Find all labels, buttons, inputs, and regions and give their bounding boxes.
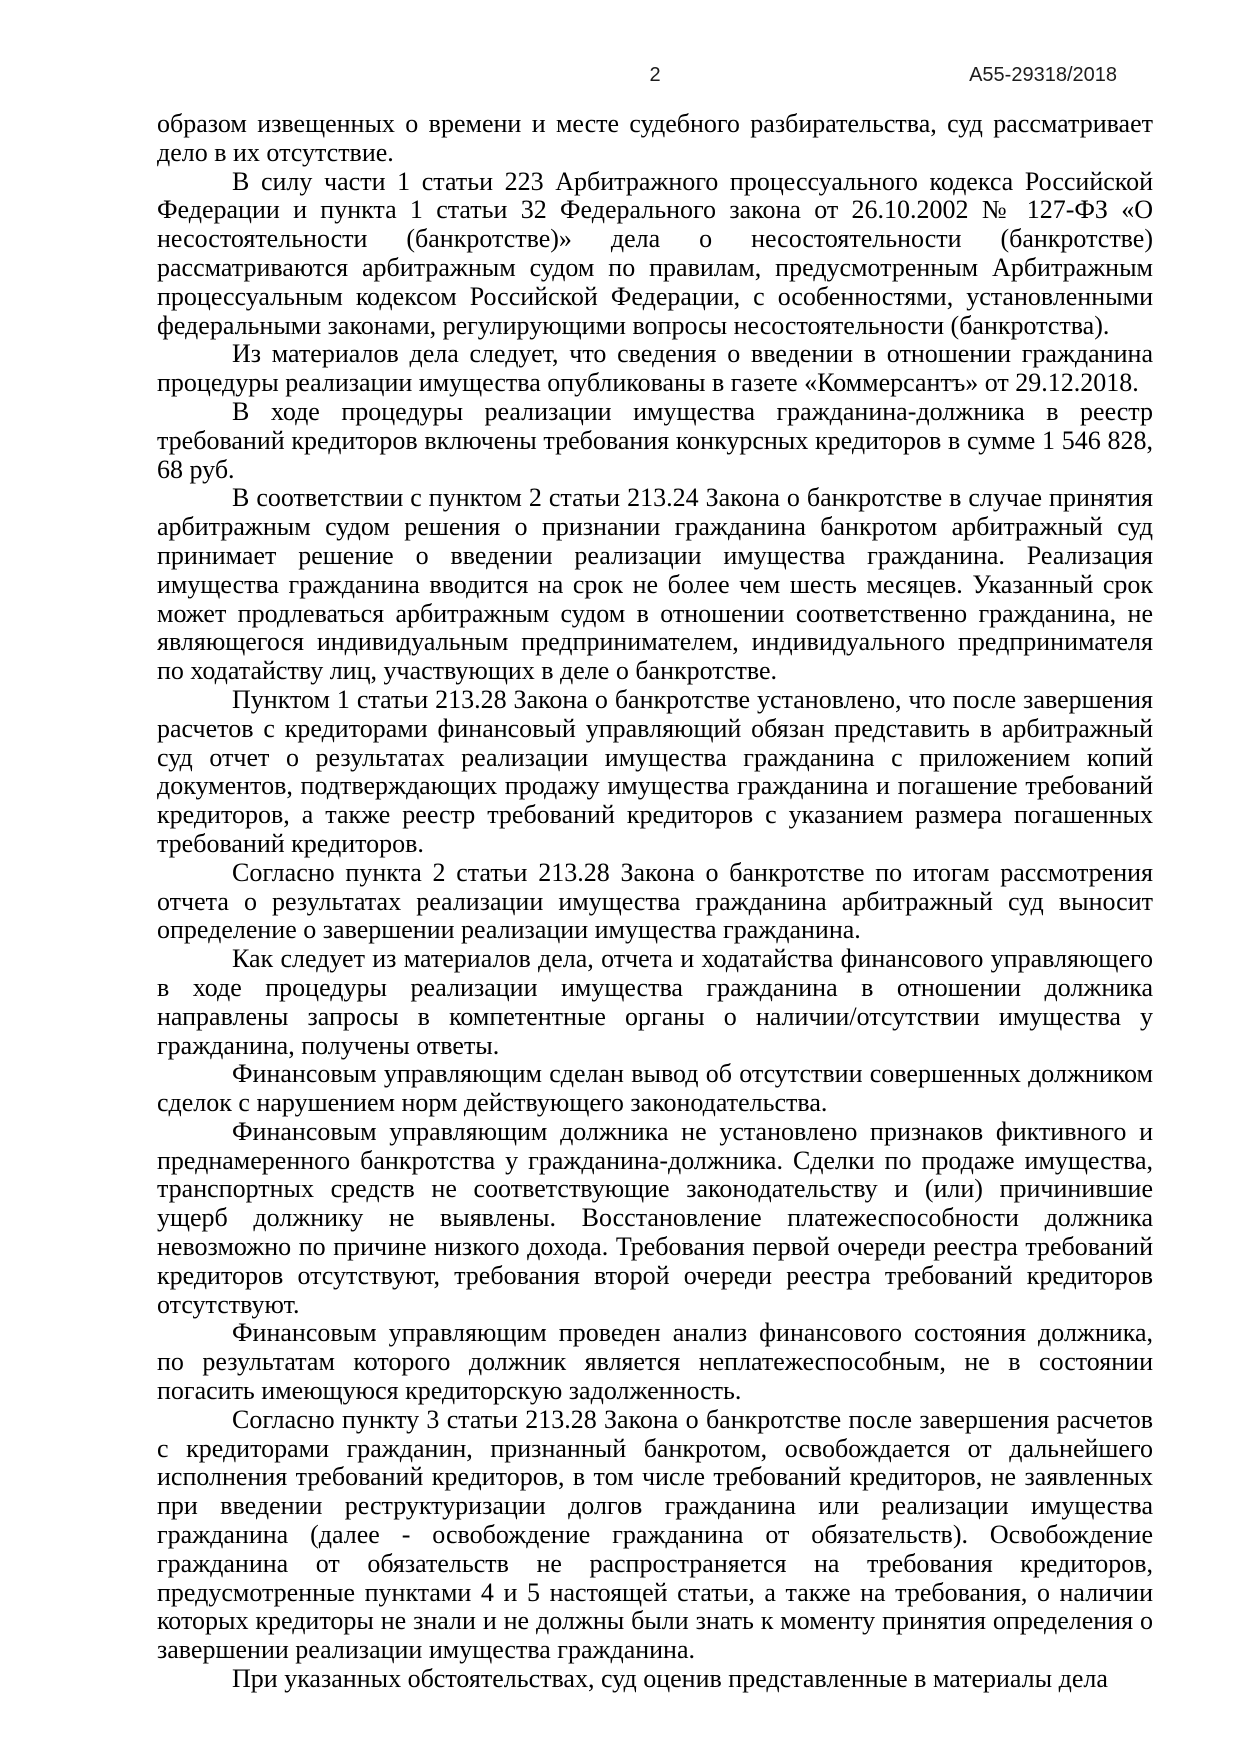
paragraph: В силу части 1 статьи 223 Арбитражного процессуального кодекса Российской Федерации и пункта 1 статьи 32 Федерального закона от 26.10.2002 № 127-ФЗ «О несостоятельности (банкротстве)» дела о несостоятельности (банкротстве) рассматриваются арбитражным судом по правилам, предусмотренным Арбитражным процессуальным кодексом Российской Федерации, с особенностями, установленными федеральными законами, регулирующими вопросы несостоятельности (банкротства). <box>157 166 1153 340</box>
paragraph: Пунктом 1 статьи 213.28 Закона о банкротстве установлено, что после завершения расчетов с кредиторами финансовый управляющий обязан представить в арбитражный суд отчет о результатах реализации имущества гражданина с приложением копий документов, подтверждающих продажу имущества гражданина и погашение требований кредиторов, а также реестр требований кредиторов с указанием размера погашенных требований кредиторов. <box>157 684 1153 858</box>
paragraph: Из материалов дела следует, что сведения о введении в отношении гражданина процедуры реализации имущества опубликованы в газете «Коммерсантъ» от 29.12.2018. <box>157 339 1153 398</box>
case-number: А55-29318/2018 <box>969 64 1117 86</box>
paragraph: Согласно пункта 2 статьи 213.28 Закона о банкротстве по итогам рассмотрения отчета о результатах реализации имущества гражданина арбитражный суд выносит определение о завершении реализации имущества гражданина. <box>157 857 1153 945</box>
document-body <box>157 110 1153 1694</box>
paragraph: В соответствии с пунктом 2 статьи 213.24 Закона о банкротстве в случае принятия арбитражным судом решения о признании гражданина банкротом арбитражный суд принимает решение о введении реализации имущества гражданина. Реализация имущества гражданина вводится на срок не более чем шесть месяцев. Указанный срок может продлеваться арбитражным судом в отношении соответственно гражданина, не являющегося индивидуальным предпринимателем, индивидуального предпринимателя по ходатайству лиц, участвующих в деле о банкротстве. <box>157 483 1153 686</box>
paragraph: При указанных обстоятельствах, суд оценив представленные в материалы дела <box>232 1664 1108 1694</box>
page-header <box>157 64 1153 90</box>
paragraph: В ходе процедуры реализации имущества гражданина-должника в реестр требований кредиторов включены требования конкурсных кредиторов в сумме 1 546 828, 68 руб. <box>157 396 1153 484</box>
page-number: 2 <box>649 64 661 86</box>
paragraph-continuation: образом извещенных о времени и месте судебного разбирательства, суд рассматривает дело в их отсутствие. <box>157 109 1153 167</box>
paragraph: Финансовым управляющим должника не установлено признаков фиктивного и преднамеренного банкротства у гражданина-должника. Сделки по продаже имущества, транспортных средств не соответствующие законодательству и (или) причинившие ущерб должнику не выявлены. Восстановление платежеспособности должника невозможно по причине низкого дохода. Требования первой очереди реестра требований кредиторов отсутствуют, требования второй очереди реестра требований кредиторов отсутствуют. <box>157 1116 1153 1319</box>
paragraph: Финансовым управляющим сделан вывод об отсутствии совершенных должником сделок с нарушением норм действующего законодательства. <box>157 1059 1153 1118</box>
paragraph: Как следует из материалов дела, отчета и ходатайства финансового управляющего в ходе процедуры реализации имущества гражданина в отношении должника направлены запросы в компетентные органы о наличии/отсутствии имущества у гражданина, получены ответы. <box>157 944 1153 1060</box>
paragraph: Финансовым управляющим проведен анализ финансового состояния должника, по результатам которого должник является неплатежеспособным, не в состоянии погасить имеющуюся кредиторскую задолженность. <box>157 1318 1153 1406</box>
paragraph: Согласно пункту 3 статьи 213.28 Закона о банкротстве после завершения расчетов с кредиторами гражданин, признанный банкротом, освобождается от дальнейшего исполнения требований кредиторов, в том числе требований кредиторов, не заявленных при введении реструктуризации долгов гражданина или реализации имущества гражданина (далее - освобождение гражданина от обязательств). Освобождение гражданина от обязательств не распространяется на требования кредиторов, предусмотренные пунктами 4 и 5 настоящей статьи, а также на требования, о наличии которых кредиторы не знали и не должны были знать к моменту принятия определения о завершении реализации имущества гражданина. <box>157 1404 1153 1665</box>
